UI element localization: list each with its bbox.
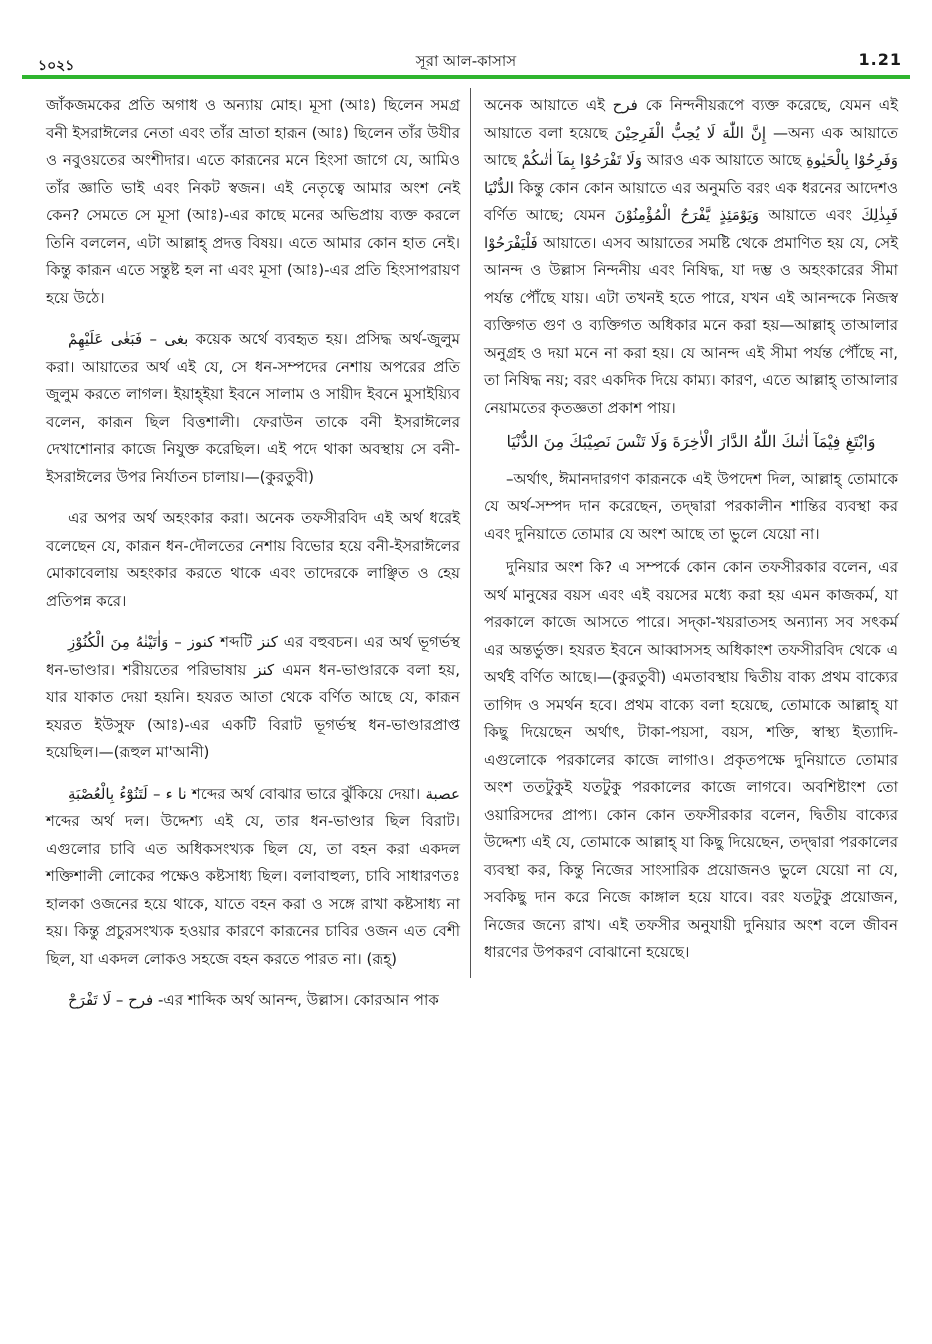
right-paragraph-3: দুনিয়ার অংশ কি? এ সম্পর্কে কোন কোন তফসীরকার বলেন, এর অর্থ মানুষের বয়স এবং এই বয়সের মধ্যে করা হয় এমন কাজকর্ম, যা পরকালে কাজে আসতে পারে। সদ্কা-খয়রাতসহ অন্যান্য সব সৎকর্ম এর অন্তর্ভুক্ত। হযরত ইবনে আব্বাসসহ অধিকাংশ তফসীরবিদ থেকে এ অর্থই বর্ণিত আছে।—(কুরতুবী) এমতাবস্থায় দ্বিতীয় বাক্য প্রথম বাক্যের তাগিদ ও সমর্থন হবে। প্রথম বাক্যে বলা হয়েছে, তোমাকে আল্লাহ্ যা কিছু দিয়েছেন অর্থাৎ, টাকা-পয়সা, বয়স, শক্তি, স্বাস্থ্য ইত্যাদি-এগুলোকে পরকালের কাজে লাগাও। প্রকৃতপক্ষে দুনিয়াতে তোমার অংশ ততটুকুই যতটুকু পরকালের কাজে লাগবে। অবশিষ্টাংশ তো ওয়ারিসদের প্রাপ্য। কোন কোন তফসীরকার বলেন, দ্বিতীয় বাক্যের উদ্দেশ্য এই যে, তোমাকে আল্লাহ্ যা কিছু দিয়েছেন, তদ্দ্বারা পরকালের ব্যবস্থা কর, কিন্তু নিজের সাংসারিক প্রয়োজনও ভুলে যেয়ো না যে, সবকিছু দান করে নিজে কাঙ্গাল হয়ে যাবে। বরং যতটুকু প্রয়োজন, নিজের জন্যে রাখ। এই তফসীর অনুযায়ী দুনিয়ার অংশ বলে জীবন ধারণের উপকরণ বোঝানো হয়েছে। — [484, 558, 898, 961]
quran-verse: وَابْتَغِ فِيْمَآ اٰتٰىكَ اللّٰهُ الدَّارَ الْاٰخِرَةَ وَلَا تَنْسَ نَصِيْبَكَ مِنَ الدُّنْيَا — [506, 432, 876, 451]
paragraph-text: – كنوز শব্দটি كنز এর বহুবচন। এর অর্থ ভূগর্ভস্থ ধন-ভাণ্ডার। শরীয়তের পরিভাষায় كنز এমন ধন-ভাণ্ডারকে বলা হয়, যার যাকাত দেয়া হয়নি। হযরত আতা থেকে বর্ণিত আছে যে, কারূন হযরত ইউসুফ (আঃ)-এর একটি বিরাট ভূগর্ভস্থ ধন-ভাণ্ডারপ্রাপ্ত হয়েছিল।—(রূহুল মা'আনী) — [46, 633, 461, 761]
page-header — [24, 44, 908, 74]
page-number-left: ১০২১ — [38, 58, 75, 74]
page-title: সূরা আল-কাসাস — [415, 52, 517, 70]
right-paragraph-1: অনেক আয়াতে এই فرح কে নিন্দনীয়রূপে ব্যক্ত করেছে, যেমন এই আয়াতে বলা হয়েছে إِنَّ اللّٰهَ لَا يُحِبُّ الْفَرِحِيْنَ —অন্য এক আয়াতে আছে وَلَا تَفْرَحُوْا بِمَآ اٰتٰىكُمْ আরও এক আয়াতে আছে وَفَرِحُوْا بِالْحَيٰوةِ الدُّنْيَا কিন্তু কোন কোন আয়াতে এর অনুমতি বরং এক ধরনের আদেশও বর্ণিত আছে; যেমন وَيَوْمَئِذٍ يَّفْرَحُ الْمُؤْمِنُوْنَ আয়াতে এবং فَبِذٰلِكَ فَلْيَفْرَحُوْا আয়াতে। এসব আয়াতের সমষ্টি থেকে প্রমাণিত হয় যে, সেই আনন্দ ও উল্লাস নিন্দনীয় এবং নিষিদ্ধ, যা দম্ভ ও অহংকারের সীমা পর্যন্ত পৌঁছে যায়। এটা তখনই হতে পারে, যখন এই আনন্দকে নিজস্ব ব্যক্তিগত গুণ ও ব্যক্তিগত অধিকার মনে করা হয়—আল্লাহ্ তাআলার অনুগ্রহ ও দয়া মনে না করা হয়। যে আনন্দ এই সীমা পর্যন্ত পৌঁছে না, তা নিষিদ্ধ নয়; বরং একদিক দিয়ে কাম্য। কারণ, এতে আল্লাহ্ তাআলার নেয়ামতের কৃতজ্ঞতা প্রকাশ পায়। — [484, 96, 899, 417]
left-paragraph-6 — [46, 987, 460, 1015]
left-paragraph-2 — [46, 326, 460, 491]
arabic-phrase: لَتَنُوْٓءُ بِالْعُصْبَةِ — [68, 784, 148, 803]
paragraph-text: – نا ء শব্দের অর্থ বোঝার ভারে ঝুঁকিয়ে দেয়া। عصبة শব্দের অর্থ দল। উদ্দেশ্য এই যে, তার ধন-ভাণ্ডার ছিল বিরাট। এগুলোর চাবি এত অধিকসংখ্যক ছিল যে, তা বহন করা একদল শক্তিশালী লোকের পক্ষেও কষ্টসাধ্য ছিল। বলাবাহুল্য, চাবি সাধারণতঃ হালকা ওজনের হয়ে থাকে, যাতে বহন করা ও সঙ্গে রাখা কষ্টসাধ্য না হয়। কিন্তু প্রচুরসংখ্যক হওয়ার কারণে কারূনের চাবির ওজন এত বেশী ছিল, যা একদল লোকও সহজে বহন করতে পারত না। (রূহ্) — [46, 784, 460, 968]
paragraph-text: – فرح -এর শাব্দিক অর্থ আনন্দ, উল্লাস। কোরআন পাক — [111, 991, 439, 1009]
arabic-phrase: وَاٰتَيْنٰهُ مِنَ الْكُنُوْزِ — [68, 633, 169, 651]
left-paragraph-5 — [46, 781, 460, 974]
arabic-phrase: فَبَغٰى عَلَيْهِمْ — [68, 330, 143, 348]
paragraph-text: – بغى কয়েক অর্থে ব্যবহৃত হয়। প্রসিদ্ধ অর্থ-জুলুম করা। আয়াতের অর্থ এই যে, সে ধন-সম্পদের নেশায় অপরের প্রতি জুলুম করতে লাগল। ইয়াহ্ইয়া ইবনে সালাম ও সায়ীদ ইবনে মুসাইয়্যিব বলেন, কারূন ছিল বিত্তশালী। ফেরাউন তাকে বনী ইসরাঈলের দেখাশোনার কাজে নিযুক্ত করেছিল। এই পদে থাকা অবস্থায় সে বনী-ইসরাঈলের উপর নির্যাতন চালায়।—(কুরতুবী) — [46, 330, 460, 486]
page-number-right: 1.21 — [858, 50, 902, 69]
left-paragraph-4 — [46, 629, 460, 767]
column-divider — [470, 88, 471, 978]
right-column — [484, 92, 898, 973]
right-paragraph-2: –অর্থাৎ, ঈমানদারগণ কারূনকে এই উপদেশ দিল, আল্লাহ্ তোমাকে যে অর্থ-সম্পদ দান করেছেন, তদ্দ্বারা পরকালীন শান্তির ব্যবস্থা কর এবং দুনিয়াতে তোমার যে অংশ আছে তা ভুলে যেয়ো না। — [484, 469, 898, 543]
left-paragraph-3: এর অপর অর্থ অহংকার করা। অনেক তফসীরবিদ এই অর্থ ধরেই বলেছেন যে, কারূন ধন-দৌলতের নেশায় বিভোর হয়ে বনী-ইসরাঈলের মোকাবেলায় অহংকার করতে থাকে এবং তাদেরকে লাঞ্ছিত ও হেয় প্রতিপন্ন করে। — [46, 509, 460, 610]
left-column — [46, 92, 460, 1021]
header-rule — [22, 75, 910, 79]
left-paragraph-1: জাঁকজমকের প্রতি অগাধ ও অন্যায় মোহ। মূসা (আঃ) ছিলেন সমগ্র বনী ইসরাঈলের নেতা এবং তাঁর ভ্রাতা হারূন (আঃ) ছিলেন তাঁর উযীর ও নবুওয়তের অংশীদার। এতে কারূনের মনে হিংসা জাগে যে, আমিও তাঁর জ্ঞাতি ভাই এবং নিকট স্বজন। এই নেতৃত্বে আমার অংশ নেই কেন? সেমতে সে মূসা (আঃ)-এর কাছে মনের অভিপ্রায় ব্যক্ত করলে তিনি বললেন, এটা আল্লাহ্ প্রদত্ত বিষয়। এতে আমার কোন হাত নেই। কিন্তু কারূন এতে সন্তুষ্ট হল না এবং মূসা (আঃ)-এর প্রতি হিংসাপরায়ণ হয়ে উঠে। — [46, 96, 460, 307]
arabic-phrase: لَا تَفْرَحْ — [68, 991, 112, 1009]
